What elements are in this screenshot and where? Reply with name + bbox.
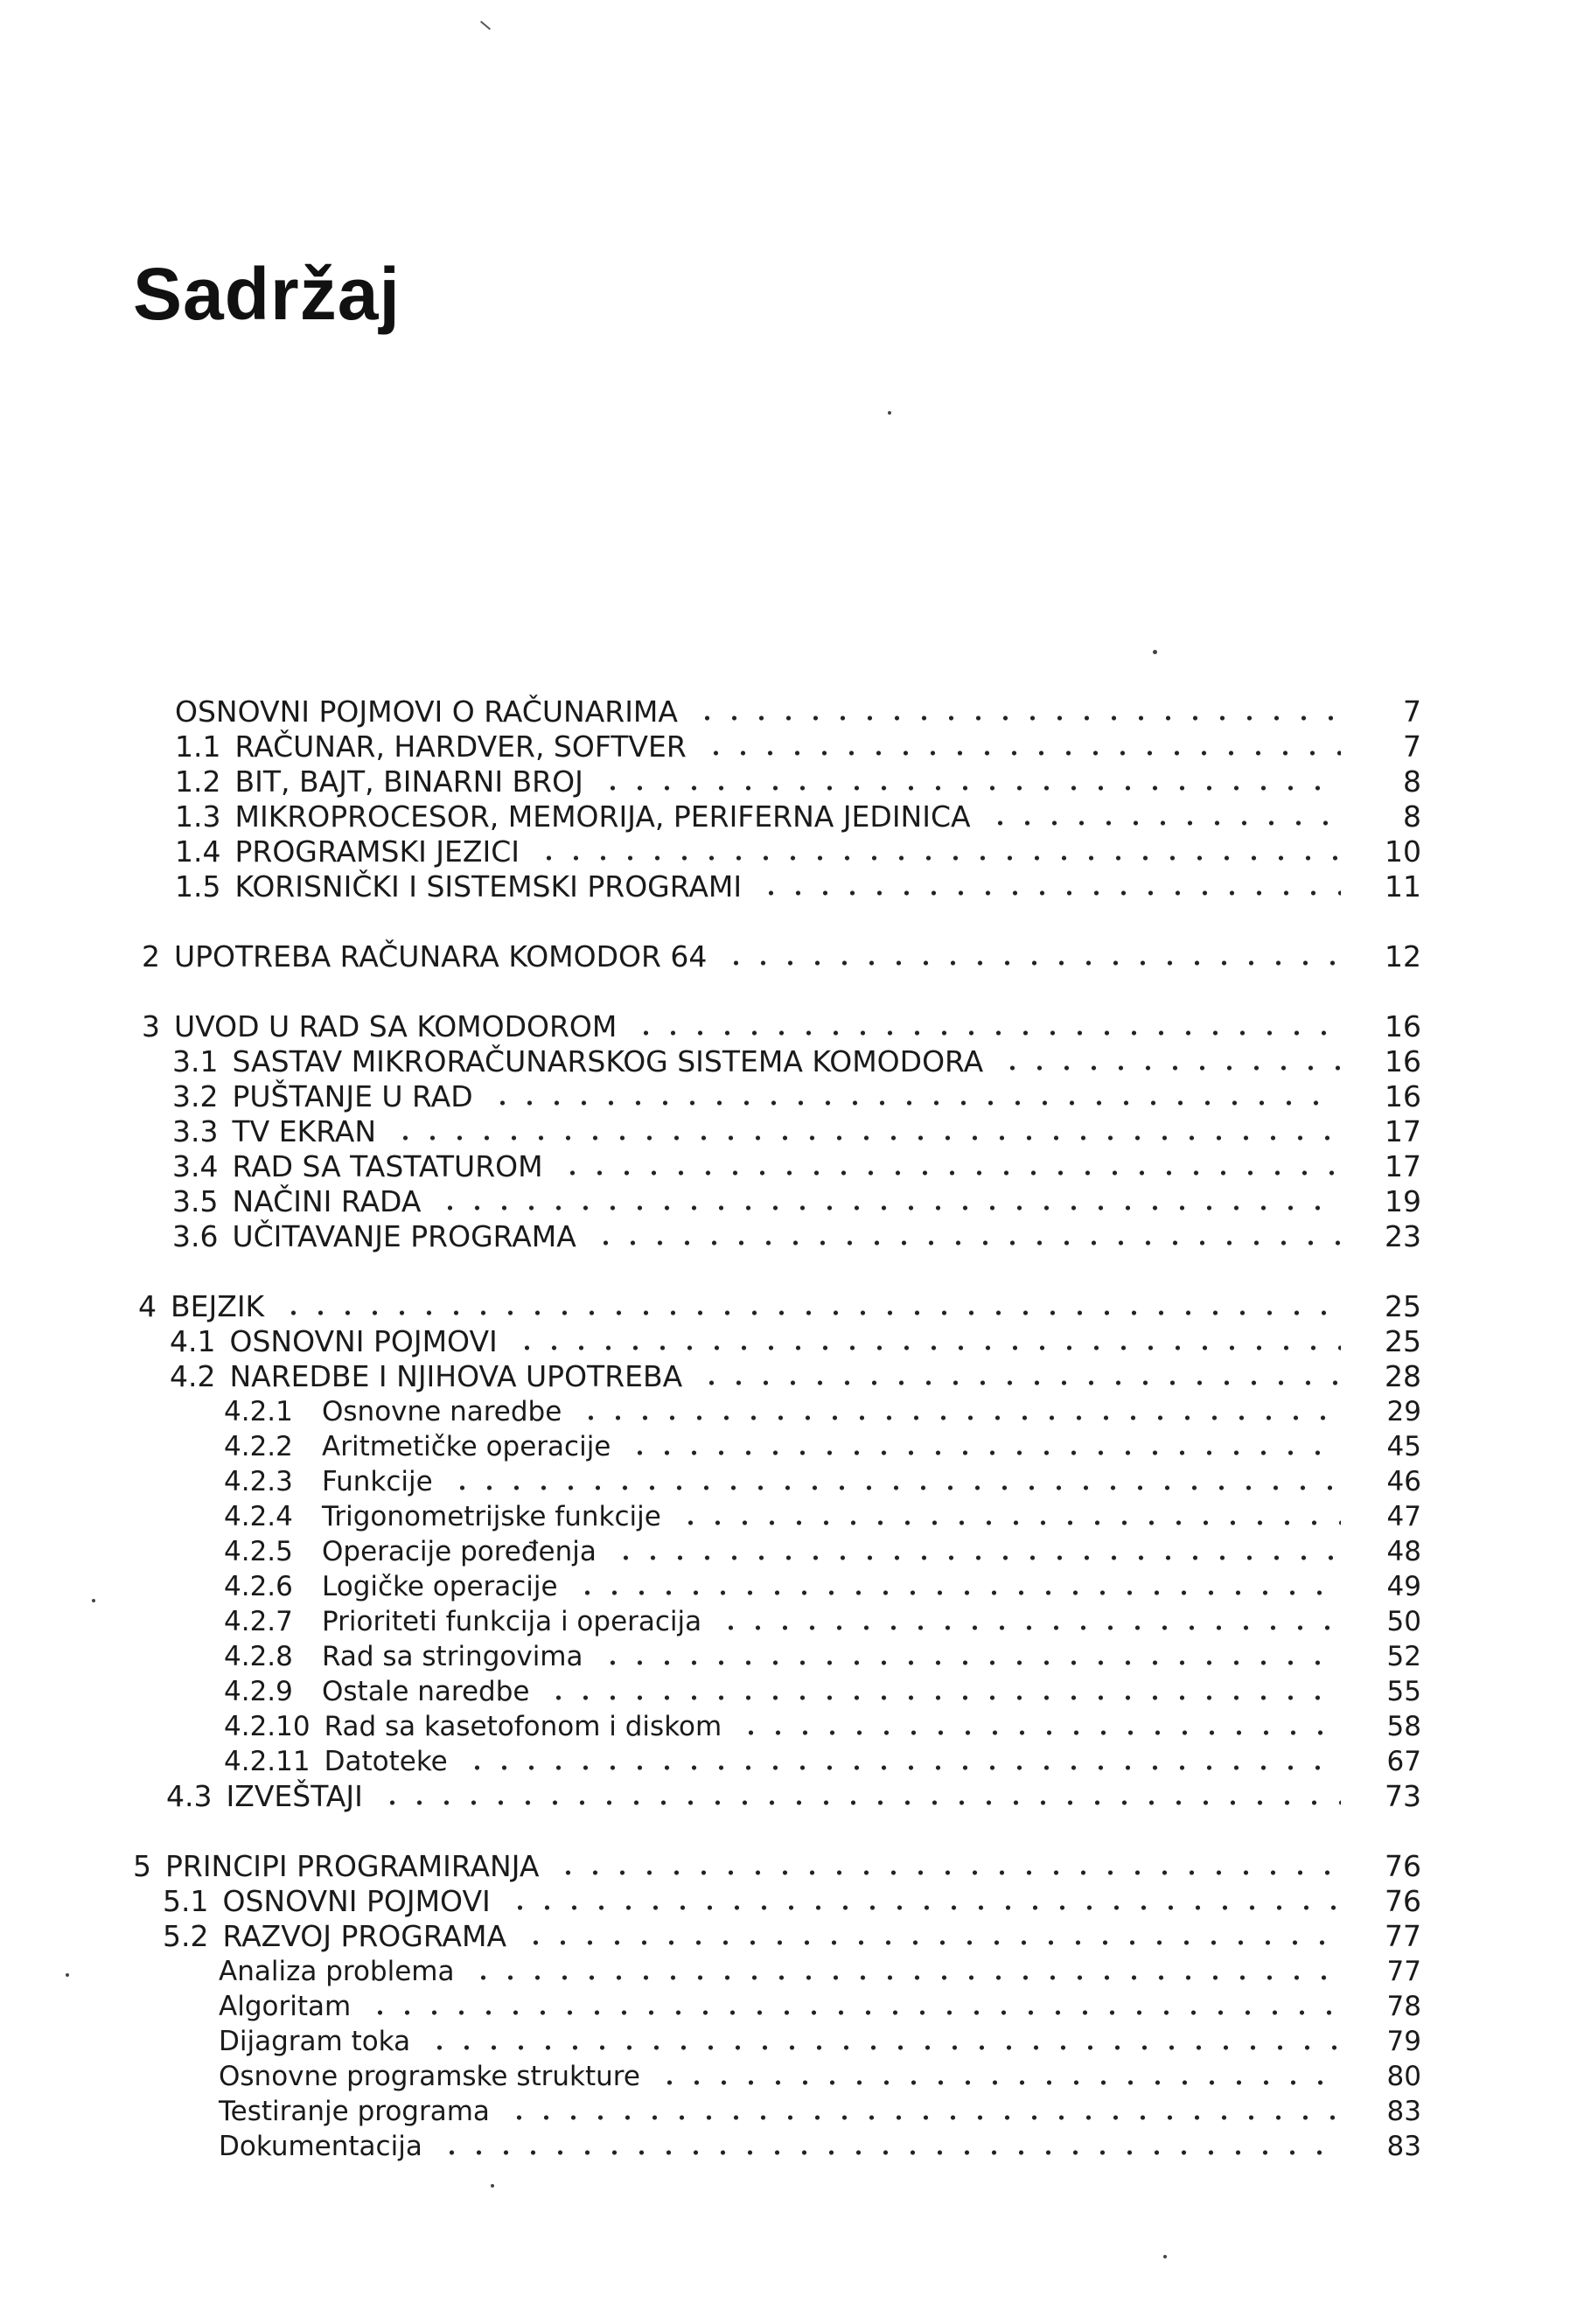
toc-entry-page: 8 <box>1403 764 1421 799</box>
toc-entry-number: 1.2 <box>175 764 221 799</box>
speck <box>491 2184 494 2188</box>
dot-leader <box>379 1798 1341 1807</box>
toc-entry-title: Prioriteti funkcija i operacija <box>322 1606 702 1637</box>
toc-entry-page: 19 <box>1385 1184 1421 1218</box>
toc-entry-label-group <box>133 1849 539 1884</box>
toc-entry <box>172 1111 1421 1149</box>
dot-leader <box>438 2148 1341 2157</box>
toc-entry-title: BEJZIK <box>171 1289 265 1323</box>
toc-entry-number: 4.2.7 <box>224 1606 293 1637</box>
toc-entry-number: 3 <box>142 1009 160 1043</box>
toc-entry-page: 17 <box>1385 1149 1421 1183</box>
toc-entry-title: PROGRAMSKI JEZICI <box>234 834 520 869</box>
toc-entry-title: IZVEŠTAJI <box>226 1779 363 1813</box>
toc-entry <box>219 2125 1421 2164</box>
toc-entry-label-group <box>170 1324 498 1359</box>
toc-entry-page: 28 <box>1385 1359 1421 1393</box>
toc-entry-title: Dijagram toka <box>219 2026 411 2057</box>
dot-leader <box>702 749 1341 757</box>
toc-entry-page: 17 <box>1385 1114 1421 1148</box>
speck <box>66 1973 69 1977</box>
dot-leader <box>698 1378 1341 1387</box>
toc-entry-number: 3.5 <box>172 1184 219 1218</box>
toc-entry-label-group <box>219 2059 640 2094</box>
toc-entry-number: 4.2.2 <box>224 1431 293 1462</box>
dot-leader <box>577 1413 1341 1422</box>
toc-entry-label-group <box>224 1534 597 1569</box>
toc-entry-number: 4.3 <box>166 1779 213 1813</box>
toc-entry <box>219 2090 1421 2129</box>
toc-entry-label-group <box>219 2024 410 2059</box>
toc-entry-page: 12 <box>1385 939 1421 974</box>
toc-entry <box>172 1181 1421 1219</box>
toc-entry-number: 4.2.8 <box>224 1641 293 1672</box>
toc-entry-page: 45 <box>1386 1431 1421 1462</box>
toc-entry-label-group <box>175 799 971 834</box>
toc-entry-number: 4.2.9 <box>224 1676 293 1707</box>
toc-entry-number: 1.4 <box>175 834 221 869</box>
speck <box>1153 650 1157 654</box>
toc-entry-title: Osnovne naredbe <box>322 1396 562 1427</box>
toc-entry <box>224 1741 1421 1779</box>
toc-entry-page: 16 <box>1385 1079 1421 1113</box>
toc-entry-label-group <box>175 729 687 764</box>
toc-entry-page: 16 <box>1385 1044 1421 1078</box>
toc-entry-number: 4.2.1 <box>224 1396 293 1427</box>
toc-entry-page: 10 <box>1385 834 1421 869</box>
dot-leader <box>555 1868 1341 1877</box>
dot-leader <box>280 1309 1341 1317</box>
toc-entry-label-group <box>219 1989 351 2024</box>
toc-entry-title: Ostale naredbe <box>322 1676 530 1707</box>
dot-leader <box>656 2078 1341 2087</box>
toc-entry <box>224 1531 1421 1569</box>
page-title: Sadržaj <box>133 253 401 335</box>
toc-entry-page: 83 <box>1386 2131 1421 2162</box>
toc-entry-page: 80 <box>1386 2061 1421 2092</box>
toc-entry-page: 16 <box>1385 1009 1421 1043</box>
dot-leader <box>599 784 1341 792</box>
toc-entry-label-group <box>224 1604 701 1639</box>
toc-entry-label-group <box>224 1464 433 1499</box>
toc-entry-page: 77 <box>1385 1919 1421 1953</box>
toc-entry <box>172 1146 1421 1184</box>
toc-entry <box>175 831 1421 869</box>
toc-entry-page: 52 <box>1386 1641 1421 1672</box>
toc-entry-label-group <box>163 1884 491 1919</box>
toc-entry-number: 4.2.3 <box>224 1466 293 1497</box>
toc-entry-label-group <box>224 1429 611 1464</box>
toc-entry <box>172 1076 1421 1114</box>
dot-leader <box>987 819 1341 827</box>
toc-entry-number: 5.2 <box>163 1919 209 1953</box>
toc-entry-title: RAZVOJ PROGRAMA <box>222 1919 507 1953</box>
toc-entry-number: 5.1 <box>163 1884 209 1918</box>
toc-entry-page: 47 <box>1386 1501 1421 1532</box>
toc-entry <box>175 726 1421 764</box>
toc-entry-number: 2 <box>142 939 160 974</box>
toc-entry <box>170 1321 1421 1359</box>
toc-entry-label-group <box>172 1044 983 1079</box>
toc-entry <box>224 1601 1421 1639</box>
toc-entry-label-group <box>224 1709 722 1744</box>
toc-entry <box>219 1986 1421 2024</box>
dot-leader <box>722 959 1341 967</box>
toc-entry-page: 78 <box>1386 1991 1421 2022</box>
toc-entry-title: Funkcije <box>322 1466 433 1497</box>
toc-entry-page: 55 <box>1386 1676 1421 1707</box>
speck <box>888 411 891 415</box>
toc-entry-label-group <box>224 1499 661 1534</box>
toc-entry-title: PRINCIPI PROGRAMIRANJA <box>165 1849 540 1883</box>
dot-leader <box>677 1518 1341 1527</box>
dot-leader <box>717 1623 1341 1632</box>
dot-leader <box>559 1169 1341 1177</box>
toc-entry <box>224 1706 1421 1744</box>
dot-leader <box>626 1448 1341 1457</box>
toc-entry-label-group <box>175 834 520 869</box>
toc-entry-number: 3.6 <box>172 1219 219 1253</box>
toc-entry-label-group <box>163 1919 506 1954</box>
toc-entry-title: KORISNIČKI I SISTEMSKI PROGRAMI <box>234 869 743 904</box>
toc-entry-label-group <box>142 939 707 974</box>
toc-entry-page: 7 <box>1403 729 1421 764</box>
toc-entry-page: 46 <box>1386 1466 1421 1497</box>
toc-entry-title: Analiza problema <box>219 1956 455 1987</box>
toc-entry-number: 4.2.6 <box>224 1571 293 1602</box>
toc-entry <box>166 1776 1421 1814</box>
dot-leader <box>470 1973 1341 1982</box>
dot-leader <box>612 1553 1341 1562</box>
toc-entry <box>138 1286 1421 1324</box>
stray-pen-mark <box>480 21 491 31</box>
toc-entry-title: BIT, BAJT, BINARNI BROJ <box>234 764 583 799</box>
toc-entry-page: 50 <box>1386 1606 1421 1637</box>
toc-entry-page: 29 <box>1386 1396 1421 1427</box>
toc-entry-title: UČITAVANJE PROGRAMA <box>232 1219 576 1253</box>
toc-entry-number: 4.2 <box>170 1359 216 1393</box>
toc-entry-number: 3.3 <box>172 1114 219 1148</box>
dot-leader <box>506 2113 1341 2122</box>
toc-entry-page: 67 <box>1386 1746 1421 1777</box>
toc-entry-title: SASTAV MIKRORAČUNARSKOG SISTEMA KOMODORA <box>232 1044 984 1078</box>
dot-leader <box>592 1239 1341 1247</box>
toc-entry-label-group <box>219 1954 454 1989</box>
toc-entry <box>224 1671 1421 1709</box>
toc-entry-title: UPOTREBA RAČUNARA KOMODOR 64 <box>174 939 708 974</box>
dot-leader <box>392 1134 1341 1142</box>
toc-entry-number: 1.5 <box>175 869 221 904</box>
dot-leader <box>535 854 1341 862</box>
dot-leader <box>436 1204 1341 1212</box>
toc-entry-number: 4 <box>138 1289 157 1323</box>
toc-entry-page: 8 <box>1403 799 1421 834</box>
toc-entry-title: Osnovne programske strukture <box>219 2061 640 2092</box>
toc-entry-number: 4.2.10 <box>224 1711 311 1742</box>
toc-entry-label-group <box>224 1744 448 1779</box>
toc-entry <box>224 1426 1421 1464</box>
dot-leader <box>574 1588 1341 1597</box>
toc-entry-number: 5 <box>133 1849 151 1883</box>
toc-entry-page: 77 <box>1386 1956 1421 1987</box>
toc-entry-page: 83 <box>1386 2096 1421 2127</box>
toc-entry-number: 3.4 <box>172 1149 219 1183</box>
toc-entry-label-group <box>219 2094 490 2129</box>
toc-entry-label-group <box>172 1149 543 1184</box>
toc-entry <box>163 1916 1421 1954</box>
toc-entry <box>224 1391 1421 1429</box>
toc-entry <box>175 691 1421 729</box>
toc-entry <box>175 796 1421 834</box>
toc-entry-page: 76 <box>1385 1849 1421 1883</box>
toc-entry <box>224 1566 1421 1604</box>
toc-entry-title: MIKROPROCESOR, MEMORIJA, PERIFERNA JEDINICA <box>234 799 971 834</box>
toc-entry-page: 49 <box>1386 1571 1421 1602</box>
toc-entry-page: 11 <box>1385 869 1421 904</box>
toc-entry <box>142 936 1421 974</box>
toc-entry-label-group <box>172 1114 376 1149</box>
toc-entry-label-group <box>142 1009 617 1044</box>
toc-entry <box>224 1496 1421 1534</box>
toc-entry-number: 1.3 <box>175 799 221 834</box>
toc-entry-number: 3.2 <box>172 1079 219 1113</box>
toc-entry-label-group <box>138 1289 264 1324</box>
toc-entry-label-group <box>166 1779 363 1814</box>
toc-entry-label-group <box>224 1569 558 1604</box>
toc-entry-number: 3.1 <box>172 1044 219 1078</box>
dot-leader <box>449 1483 1341 1492</box>
toc-entry <box>219 2055 1421 2094</box>
toc-entry-number: 1.1 <box>175 729 221 764</box>
toc-entry <box>175 761 1421 799</box>
toc-entry-page: 76 <box>1385 1884 1421 1918</box>
toc-entry-title: UVOD U RAD SA KOMODOROM <box>174 1009 618 1043</box>
toc-entry <box>224 1636 1421 1674</box>
toc-entry-title: PUŠTANJE U RAD <box>232 1079 473 1113</box>
toc-entry-label-group <box>224 1639 583 1674</box>
dot-leader <box>513 1343 1341 1352</box>
dot-leader <box>366 2008 1341 2017</box>
toc-entry <box>133 1846 1421 1884</box>
toc-entry-title: Datoteke <box>324 1746 448 1777</box>
dot-leader <box>999 1064 1341 1072</box>
toc-entry-label-group <box>224 1394 562 1429</box>
toc-entry-title: Algoritam <box>219 1991 352 2022</box>
toc-entry <box>170 1356 1421 1394</box>
speck <box>92 1599 95 1602</box>
dot-leader <box>737 1728 1341 1737</box>
toc-entry <box>219 1951 1421 1989</box>
toc-entry-title: Trigonometrijske funkcije <box>322 1501 661 1532</box>
toc-entry-label-group <box>172 1219 576 1254</box>
dot-leader <box>522 1938 1341 1947</box>
toc-entry-title: TV EKRAN <box>232 1114 377 1148</box>
toc-entry <box>224 1461 1421 1499</box>
toc-entry-label-group <box>219 2129 422 2164</box>
toc-entry-page: 25 <box>1385 1289 1421 1323</box>
toc-entry-title: Testiranje programa <box>219 2096 490 2127</box>
toc-entry-page: 73 <box>1385 1779 1421 1813</box>
toc-entry <box>172 1216 1421 1254</box>
toc-entry-number: 4.2.11 <box>224 1746 311 1777</box>
toc-entry-label-group <box>172 1184 421 1219</box>
toc-entry-page: 7 <box>1403 694 1421 729</box>
dot-leader <box>599 1658 1342 1667</box>
toc-entry-label-group <box>172 1079 473 1114</box>
toc-entry-title: Rad sa kasetofonom i diskom <box>324 1711 722 1742</box>
toc-entry-page: 23 <box>1385 1219 1421 1253</box>
toc-entry <box>219 2020 1421 2059</box>
toc-entry-label-group <box>175 694 678 729</box>
dot-leader <box>632 1029 1341 1037</box>
toc-entry-number: 4.1 <box>170 1324 216 1358</box>
toc-entry-title: Rad sa stringovima <box>322 1641 583 1672</box>
toc-entry <box>163 1881 1421 1919</box>
toc-entry-page: 25 <box>1385 1324 1421 1358</box>
toc-entry-title: Logičke operacije <box>322 1571 558 1602</box>
speck <box>1163 2255 1167 2258</box>
toc-entry-number: 4.2.5 <box>224 1536 293 1567</box>
toc-entry-title: Dokumentacija <box>219 2131 422 2162</box>
toc-entry-title: Aritmetičke operacije <box>322 1431 611 1462</box>
toc-entry-title: RAČUNAR, HARDVER, SOFTVER <box>234 729 687 764</box>
toc-entry <box>175 866 1421 904</box>
toc-entry-label-group <box>175 869 742 904</box>
toc-entry-number: 4.2.4 <box>224 1501 293 1532</box>
dot-leader <box>426 2043 1341 2052</box>
toc-entry-title: OSNOVNI POJMOVI <box>222 1884 491 1918</box>
toc-entry-label-group <box>224 1674 529 1709</box>
toc-entry-title: RAD SA TASTATUROM <box>232 1149 543 1183</box>
dot-leader <box>694 714 1341 722</box>
toc-entry-title: NAREDBE I NJIHOVA UPOTREBA <box>229 1359 683 1393</box>
dot-leader <box>757 889 1341 897</box>
dot-leader <box>489 1099 1341 1107</box>
toc-entry-page: 79 <box>1386 2026 1421 2057</box>
dot-leader <box>545 1693 1341 1702</box>
dot-leader <box>464 1763 1341 1772</box>
toc-entry-title: Operacije poređenja <box>322 1536 597 1567</box>
toc-entry-label-group <box>170 1359 682 1394</box>
toc-entry-label-group <box>175 764 583 799</box>
toc-entry <box>142 1006 1421 1044</box>
toc-entry-title: NAČINI RADA <box>232 1184 422 1218</box>
dot-leader <box>506 1903 1341 1912</box>
toc-entry-title: OSNOVNI POJMOVI <box>229 1324 498 1358</box>
toc-entry-title: OSNOVNI POJMOVI O RAČUNARIMA <box>175 694 678 729</box>
toc-entry-page: 48 <box>1386 1536 1421 1567</box>
toc-entry-page: 58 <box>1386 1711 1421 1742</box>
toc-entry <box>172 1041 1421 1079</box>
